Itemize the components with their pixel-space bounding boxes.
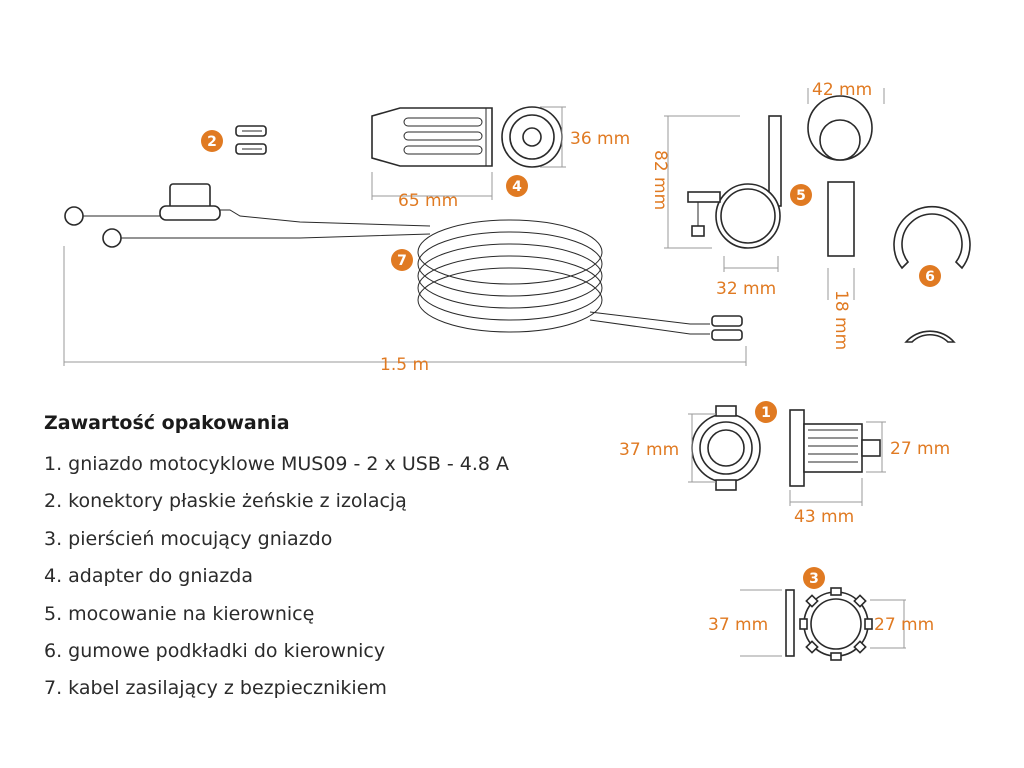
dim-socket-length: 43 mm xyxy=(794,507,855,527)
dim-mount-arm: 18 mm xyxy=(831,290,851,351)
flat-connectors-illustration xyxy=(236,126,266,154)
usb-socket-illustration xyxy=(692,406,880,490)
package-contents-title: Zawartość opakowania xyxy=(44,412,290,434)
dim-adapter-diameter: 36 mm xyxy=(570,129,631,149)
mounting-ring-illustration xyxy=(786,588,872,660)
dim-socket-body: 27 mm xyxy=(890,439,951,459)
list-item: 4. adapter do gniazda xyxy=(44,565,253,588)
dim-mount-height: 82 mm xyxy=(650,150,670,211)
package-contents-list xyxy=(44,446,604,708)
badge-1 xyxy=(755,401,777,423)
svg-text:4: 4 xyxy=(512,179,522,195)
badge-6 xyxy=(919,265,941,287)
dim-mount-width: 42 mm xyxy=(812,80,873,100)
svg-text:6: 6 xyxy=(925,269,935,285)
list-item: 6. gumowe podkładki do kierownicy xyxy=(44,640,386,663)
svg-text:1: 1 xyxy=(761,405,771,421)
svg-text:5: 5 xyxy=(796,188,806,204)
dim-ring-inner: 27 mm xyxy=(874,615,935,635)
dim-socket-front: 37 mm xyxy=(619,440,680,460)
badge-3 xyxy=(803,567,825,589)
handlebar-mount-illustration xyxy=(688,96,872,256)
badge-7 xyxy=(391,249,413,271)
svg-text:2: 2 xyxy=(207,134,217,150)
adapter-illustration xyxy=(372,107,562,167)
svg-text:3: 3 xyxy=(809,571,819,587)
list-item: 2. konektory płaskie żeńskie z izolacją xyxy=(44,490,407,513)
dim-ring-outer: 37 mm xyxy=(708,615,769,635)
list-item: 5. mocowanie na kierownicę xyxy=(44,602,315,625)
package-contents xyxy=(44,412,604,708)
badge-5 xyxy=(790,184,812,206)
dim-adapter-length: 65 mm xyxy=(398,191,459,211)
svg-text:7: 7 xyxy=(397,253,407,269)
badge-4 xyxy=(506,175,528,197)
dim-cable-length: 1.5 m xyxy=(380,355,429,375)
dim-mount-clamp: 32 mm xyxy=(716,279,777,299)
list-item: 7. kabel zasilający z bezpiecznikiem xyxy=(44,677,387,700)
list-item: 1. gniazdo motocyklowe MUS09 - 2 x USB - 4.8 A xyxy=(44,453,510,475)
badge-2 xyxy=(201,130,223,152)
list-item: 3. pierścień mocujący gniazdo xyxy=(44,527,333,550)
